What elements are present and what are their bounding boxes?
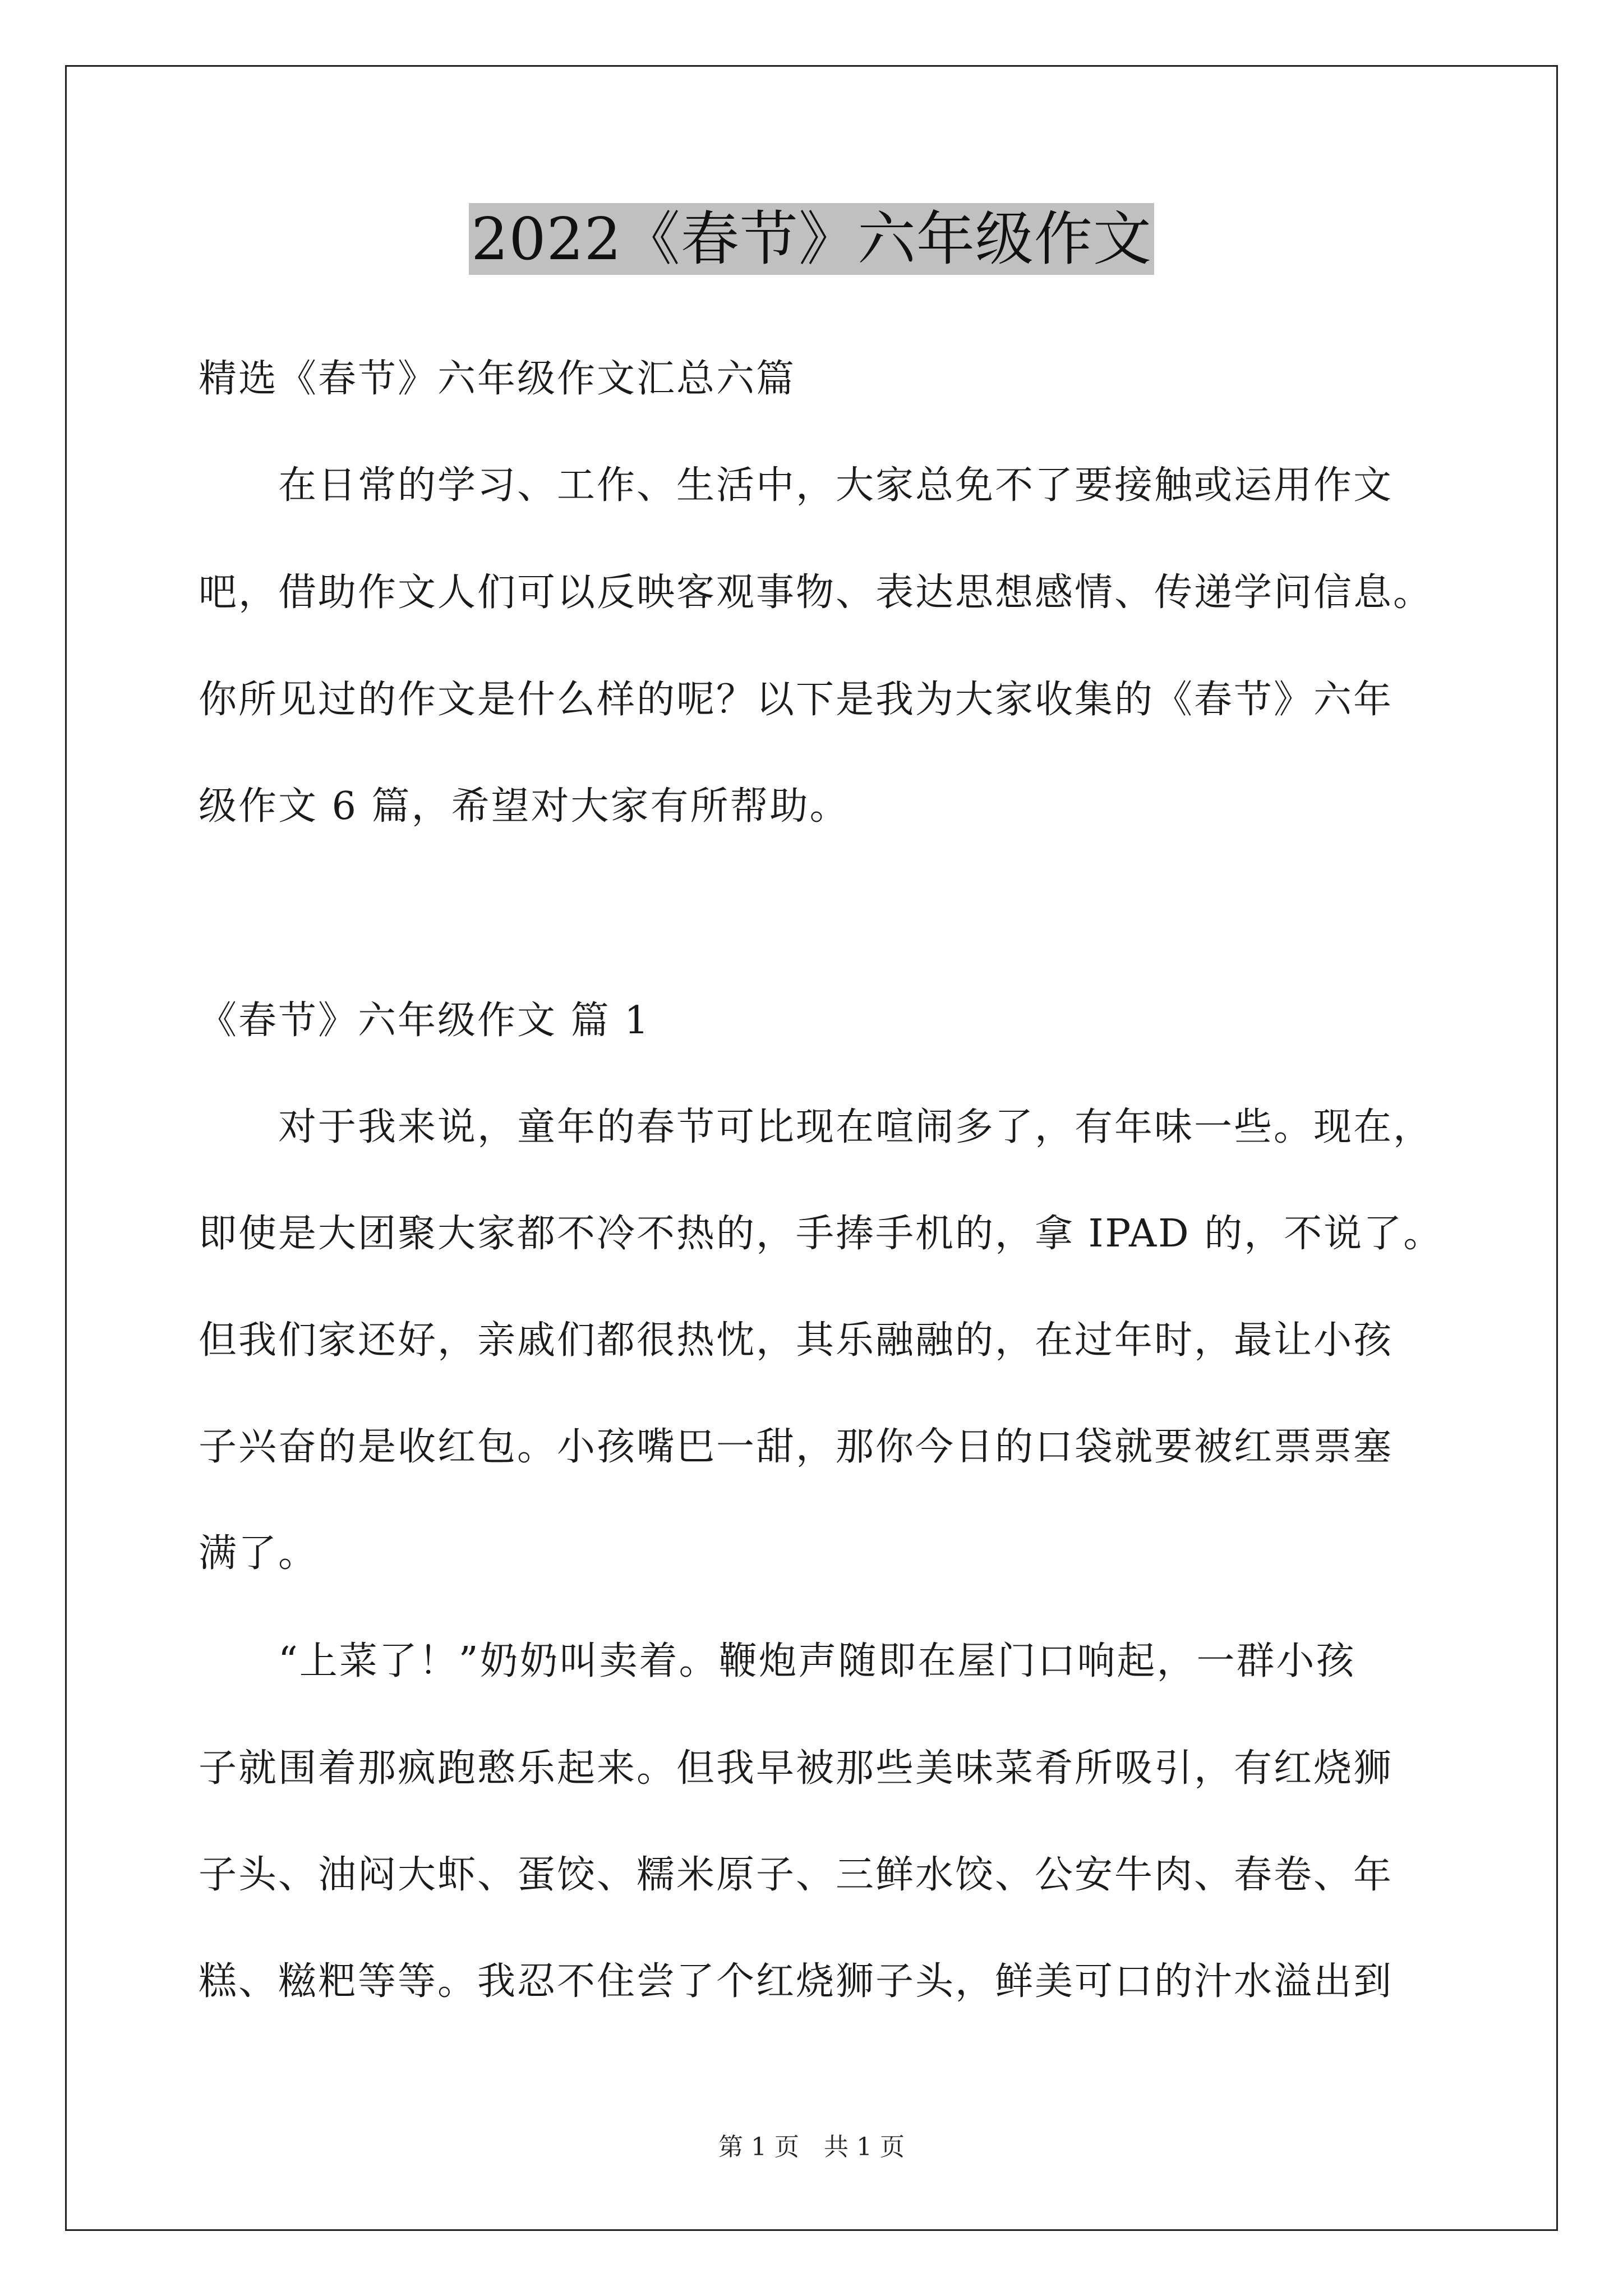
body-line: 子兴奋的是收红包。小孩嘴巴一甜，那你今日的口袋就要被红票票塞: [199, 1425, 1394, 1469]
body-line: 糕、糍粑等等。我忍不住尝了个红烧狮子头，鲜美可口的汁水溢出到: [199, 1959, 1394, 2004]
body-line: 即使是大团聚大家都不冷不热的，手捧手机的，拿 IPAD 的，不说了。: [199, 1212, 1444, 1256]
body-line: 满了。: [199, 1531, 319, 1576]
body-line: 子头、油闷大虾、蛋饺、糯米原子、三鲜水饺、公安牛肉、春卷、年: [199, 1853, 1394, 1897]
body-line: 吧，借助作文人们可以反映客观事物、表达思想感情、传递学问信息。: [199, 570, 1433, 615]
section-heading: 《春节》六年级作文 篇 1: [199, 999, 651, 1043]
body-line: 但我们家还好，亲戚们都很热忱，其乐融融的，在过年时，最让小孩: [199, 1318, 1394, 1363]
body-line: 在日常的学习、工作、生活中，大家总免不了要接触或运用作文: [199, 463, 1394, 508]
body-line: 对于我来说，童年的春节可比现在喧闹多了，有年味一些。现在，: [199, 1105, 1433, 1149]
subtitle-line: 精选《春节》六年级作文汇总六篇: [199, 357, 796, 401]
document-title: 2022《春节》六年级作文: [469, 203, 1154, 275]
body-line: 子就围着那疯跑憨乐起来。但我早被那些美味菜肴所吸引，有红烧狮: [199, 1746, 1394, 1791]
body-line: 级作文 6 篇，希望对大家有所帮助。: [199, 784, 850, 829]
page-footer: 第 1 页 共 1 页: [718, 2133, 905, 2161]
title-container: [0, 203, 1623, 275]
body-line: 你所见过的作文是什么样的呢？以下是我为大家收集的《春节》六年: [199, 678, 1394, 722]
body-line: “上菜了！”奶奶叫卖着。鞭炮声随即在屋门口响起，一群小孩: [199, 1639, 1356, 1683]
